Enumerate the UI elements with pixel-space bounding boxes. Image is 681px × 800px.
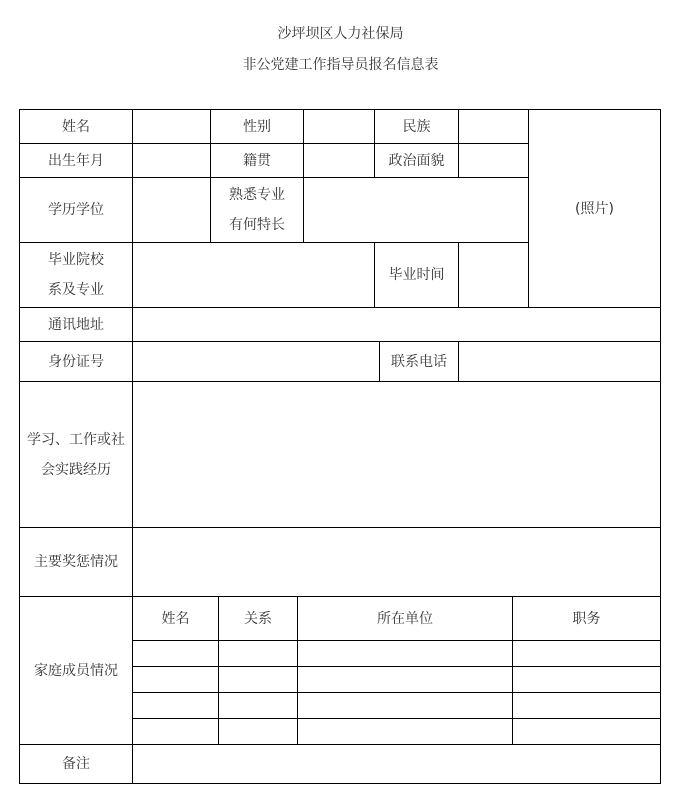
family-cell[interactable] <box>218 718 298 745</box>
photo-box: (照片) <box>528 109 661 308</box>
agency-title: 沙坪坝区人力社保局 <box>277 26 404 42</box>
field-phone[interactable] <box>458 341 661 382</box>
family-cell[interactable] <box>132 692 219 719</box>
field-native-place[interactable] <box>303 143 375 178</box>
family-header-workplace: 所在单位 <box>297 596 513 641</box>
family-cell[interactable] <box>218 640 298 667</box>
label-political-status: 政治面貌 <box>374 143 459 178</box>
field-id-number[interactable] <box>132 341 380 382</box>
family-header-name: 姓名 <box>132 596 219 641</box>
field-experience[interactable] <box>132 381 661 528</box>
family-cell[interactable] <box>218 692 298 719</box>
label-address: 通讯地址 <box>19 307 133 342</box>
family-cell[interactable] <box>297 718 513 745</box>
label-id-number: 身份证号 <box>19 341 133 382</box>
label-remarks: 备注 <box>19 744 133 784</box>
family-cell[interactable] <box>132 640 219 667</box>
family-cell[interactable] <box>132 666 219 693</box>
field-ethnicity[interactable] <box>458 109 529 144</box>
family-cell[interactable] <box>297 692 513 719</box>
field-birth[interactable] <box>132 143 211 178</box>
family-cell[interactable] <box>297 666 513 693</box>
family-header-position: 职务 <box>512 596 661 641</box>
field-awards[interactable] <box>132 527 661 597</box>
family-cell[interactable] <box>512 718 661 745</box>
field-school[interactable] <box>132 242 375 308</box>
family-header-relation: 关系 <box>218 596 298 641</box>
label-family: 家庭成员情况 <box>19 596 133 745</box>
form-title: 非公党建工作指导员报名信息表 <box>242 57 439 73</box>
label-education: 学历学位 <box>19 177 133 243</box>
label-name: 姓名 <box>19 109 133 144</box>
field-address[interactable] <box>132 307 661 342</box>
field-grad-time[interactable] <box>458 242 529 308</box>
label-experience: 学习、工作或社 会实践经历 <box>19 381 133 528</box>
label-specialty: 熟悉专业 有何特长 <box>210 177 304 243</box>
family-cell[interactable] <box>512 692 661 719</box>
field-specialty[interactable] <box>303 177 529 243</box>
label-school: 毕业院校 系及专业 <box>19 242 133 308</box>
label-gender: 性别 <box>210 109 304 144</box>
field-remarks[interactable] <box>132 744 661 784</box>
family-cell[interactable] <box>297 640 513 667</box>
label-grad-time: 毕业时间 <box>374 242 459 308</box>
label-phone: 联系电话 <box>379 341 459 382</box>
family-cell[interactable] <box>512 640 661 667</box>
family-cell[interactable] <box>132 718 219 745</box>
label-native-place: 籍贯 <box>210 143 304 178</box>
label-birth: 出生年月 <box>19 143 133 178</box>
field-name[interactable] <box>132 109 211 144</box>
field-political-status[interactable] <box>458 143 529 178</box>
field-education[interactable] <box>132 177 211 243</box>
family-cell[interactable] <box>218 666 298 693</box>
label-awards: 主要奖惩情况 <box>19 527 133 597</box>
label-ethnicity: 民族 <box>374 109 459 144</box>
field-gender[interactable] <box>303 109 375 144</box>
family-cell[interactable] <box>512 666 661 693</box>
